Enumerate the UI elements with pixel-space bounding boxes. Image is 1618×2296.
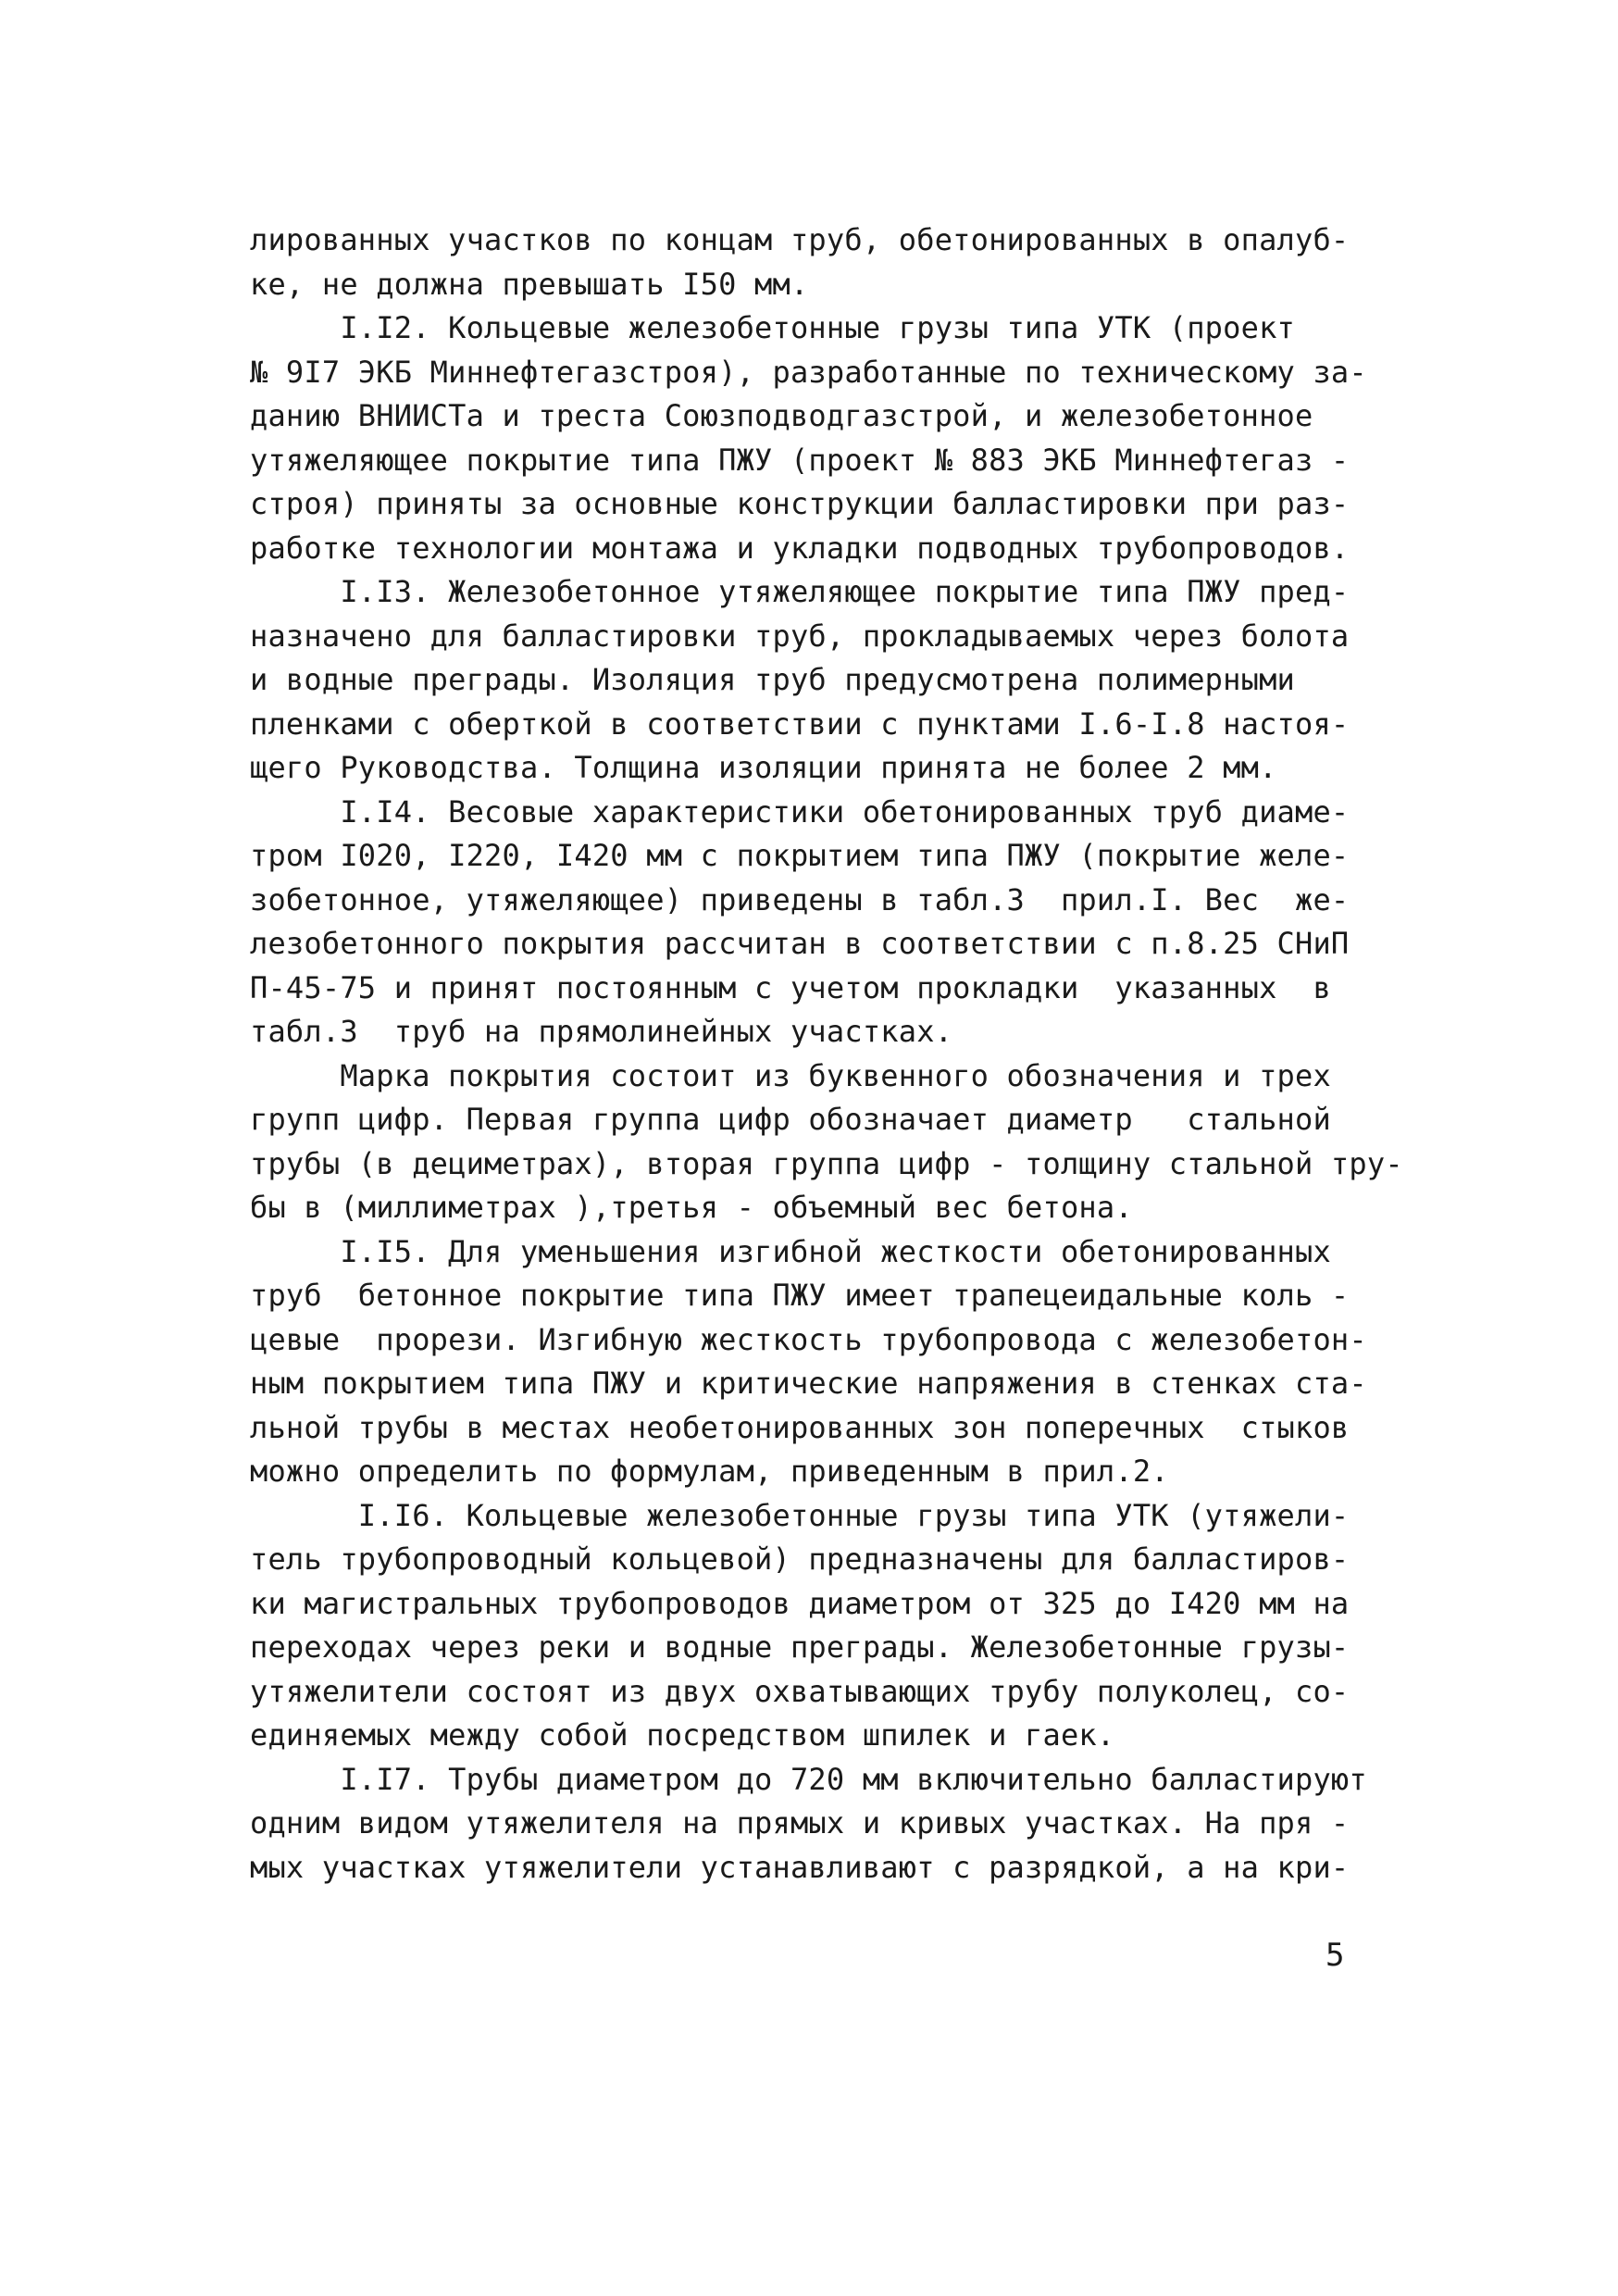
text-line: и водные преграды. Изоляция труб предусмотрена полимерными xyxy=(250,662,1296,697)
text-line: ке, не должна превышать I50 мм. xyxy=(250,266,809,302)
text-line: тель трубопроводный кольцевой) предназначены для балластиров- xyxy=(250,1541,1350,1577)
text-line: лезобетонного покрытия рассчитан в соответствии с п.8.25 СНиП xyxy=(250,926,1350,961)
text-line: цевые прорези. Изгибную жесткость трубопровода с железобетон- xyxy=(250,1321,1367,1357)
text-line: I.I2. Кольцевые железобетонные грузы типа УТК (проект xyxy=(250,310,1296,345)
text-line: I.I3. Железобетонное утяжеляющее покрытие типа ПЖУ пред- xyxy=(250,574,1350,609)
text-line: I.I6. Кольцевые железобетонные грузы типа УТК (утяжели- xyxy=(250,1497,1350,1533)
text-line: назначено для балластировки труб, прокладываемых через болота xyxy=(250,618,1350,654)
text-line: I.I5. Для уменьшения изгибной жесткости обетонированных xyxy=(250,1233,1331,1269)
text-line: единяемых между собой посредством шпилек и гаек. xyxy=(250,1717,1115,1753)
text-line: бы в (миллиметрах ),третья - объемный вес бетона. xyxy=(250,1190,1133,1225)
text-line: П-45-75 и принят постоянным с учетом прокладки указанных в xyxy=(250,969,1331,1005)
text-line: групп цифр. Первая группа цифр обозначает диаметр стальной xyxy=(250,1102,1331,1137)
text-line: Марка покрытия состоит из буквенного обозначения и трех xyxy=(250,1057,1331,1093)
text-line: I.I4. Весовые характеристики обетонированных труб диаме- xyxy=(250,793,1350,830)
text-line: утяжелители состоят из двух охватывающих трубу полуколец, со- xyxy=(250,1673,1350,1709)
text-line: трубы (в дециметрах), вторая группа цифр - толщину стальной тру- xyxy=(250,1145,1403,1181)
text-line: данию ВНИИСТа и треста Союзподводгазстрой, и железобетонное xyxy=(250,398,1313,433)
text-line: переходах через реки и водные преграды. Железобетонные грузы- xyxy=(250,1629,1350,1665)
text-line: мых участках утяжелители устанавливают с разрядкой, а на кри- xyxy=(250,1849,1350,1885)
text-line: работке технологии монтажа и укладки подводных трубопроводов. xyxy=(250,530,1350,566)
text-line: ки магистральных трубопроводов диаметром от 325 до I420 мм на xyxy=(250,1585,1350,1621)
text-line: строя) приняты за основные конструкции балластировки при раз- xyxy=(250,486,1350,521)
text-line: льной трубы в местах необетонированных зон поперечных стыков xyxy=(250,1409,1350,1445)
text-line: щего Руководства. Толщина изоляции принята не более 2 мм. xyxy=(250,750,1277,785)
text-line: труб бетонное покрытие типа ПЖУ имеет трапецеидальные коль - xyxy=(250,1278,1350,1313)
text-line: № 9I7 ЭКБ Миннефтегазстроя), разработанные по техническому за- xyxy=(250,354,1367,390)
text-line: зобетонное, утяжеляющее) приведены в табл.3 прил.I. Вес же- xyxy=(250,881,1350,917)
text-line: табл.3 труб на прямолинейных участках. xyxy=(250,1014,953,1049)
body-text xyxy=(250,218,1403,1890)
text-line: утяжеляющее покрытие типа ПЖУ (проект № 883 ЭКБ Миннефтегаз - xyxy=(250,442,1350,478)
text-line: одним видом утяжелителя на прямых и кривых участках. На пря - xyxy=(250,1805,1350,1841)
text-line: лированных участков по концам труб, обетонированных в опалуб- xyxy=(250,222,1350,257)
text-line: ным покрытием типа ПЖУ и критические напряжения в стенках ста- xyxy=(250,1366,1367,1401)
page-number: 5 xyxy=(1326,1937,1345,1974)
text-line: тром I020, I220, I420 мм с покрытием типа ПЖУ (покрытие желе- xyxy=(250,838,1350,873)
text-line: можно определить по формулам, приведенным в прил.2. xyxy=(250,1454,1169,1489)
text-line: I.I7. Трубы диаметром до 720 мм включительно балластируют xyxy=(250,1761,1367,1797)
text-line: пленками с оберткой в соответствии с пунктами I.6-I.8 настоя- xyxy=(250,705,1350,742)
